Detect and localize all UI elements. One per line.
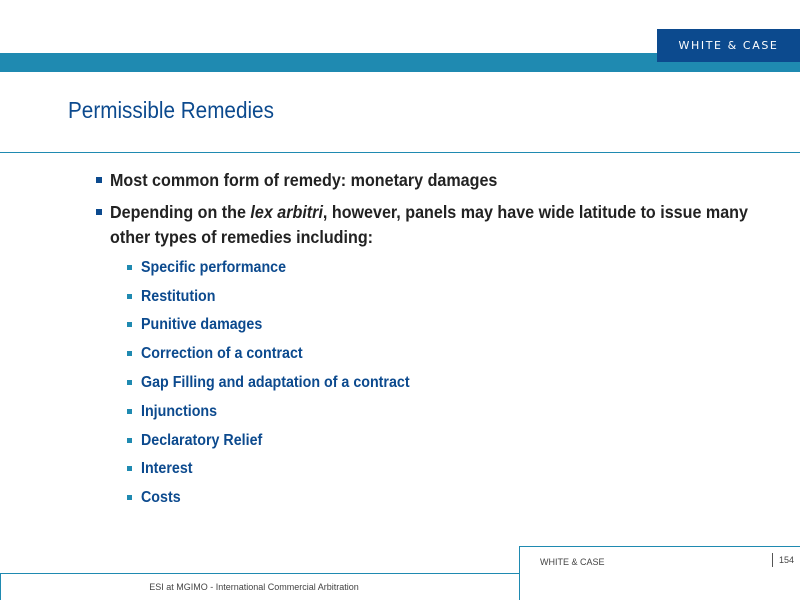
- square-bullet-icon: [127, 466, 132, 471]
- sub-bullet-item: [127, 344, 317, 364]
- sub-bullet-text: Gap Filling and adaptation of a contract: [141, 374, 410, 391]
- sub-bullet-text: Injunctions: [141, 403, 218, 420]
- square-bullet-icon: [127, 322, 132, 327]
- sub-bullet-item: [127, 373, 433, 393]
- bullet-text-before: Depending on the: [110, 202, 251, 222]
- square-bullet-icon: [127, 495, 132, 500]
- sub-bullet-item: [127, 488, 184, 508]
- bullet-text: [110, 200, 754, 250]
- sub-bullet-item: [127, 402, 224, 422]
- bullet-text: Most common form of remedy: monetary damages: [110, 170, 498, 190]
- bullet-item: [96, 168, 756, 193]
- sub-bullet-item: [127, 258, 299, 278]
- footer-brand: WHITE & CASE: [540, 557, 605, 567]
- sub-bullet-text: Correction of a contract: [141, 345, 303, 362]
- lex-arbitri-term: lex arbitri: [250, 202, 323, 222]
- sub-bullet-item: [127, 459, 197, 479]
- square-bullet-icon: [96, 177, 102, 183]
- square-bullet-icon: [127, 351, 132, 356]
- bullet-item: [96, 200, 756, 250]
- sub-bullet-item: [127, 315, 273, 335]
- footer-brand-box: [519, 546, 800, 600]
- square-bullet-icon: [96, 209, 102, 215]
- sub-bullet-text: Restitution: [141, 288, 216, 305]
- square-bullet-icon: [127, 409, 132, 414]
- square-bullet-icon: [127, 294, 132, 299]
- square-bullet-icon: [127, 265, 132, 270]
- footer-divider: [772, 553, 773, 567]
- slide-title: Permissible Remedies: [68, 97, 274, 123]
- square-bullet-icon: [127, 380, 132, 385]
- sub-bullet-item: [127, 287, 222, 307]
- page-number: 154: [779, 555, 795, 565]
- sub-bullet-text: Declaratory Relief: [141, 432, 263, 449]
- sub-bullet-item: [127, 431, 273, 451]
- footer-caption: ESI at MGIMO - International Commercial Arbitration: [149, 582, 359, 592]
- sub-bullet-text: Punitive damages: [141, 316, 263, 333]
- sub-bullet-text: Costs: [141, 489, 181, 506]
- square-bullet-icon: [127, 438, 132, 443]
- sub-bullet-text: Specific performance: [141, 259, 287, 276]
- bullet-text-after: , however, panels may have wide latitude to issue many other types of remedies including:: [110, 202, 748, 247]
- logo-text: WHITE & CASE: [678, 39, 779, 52]
- sub-bullet-text: Interest: [141, 460, 193, 477]
